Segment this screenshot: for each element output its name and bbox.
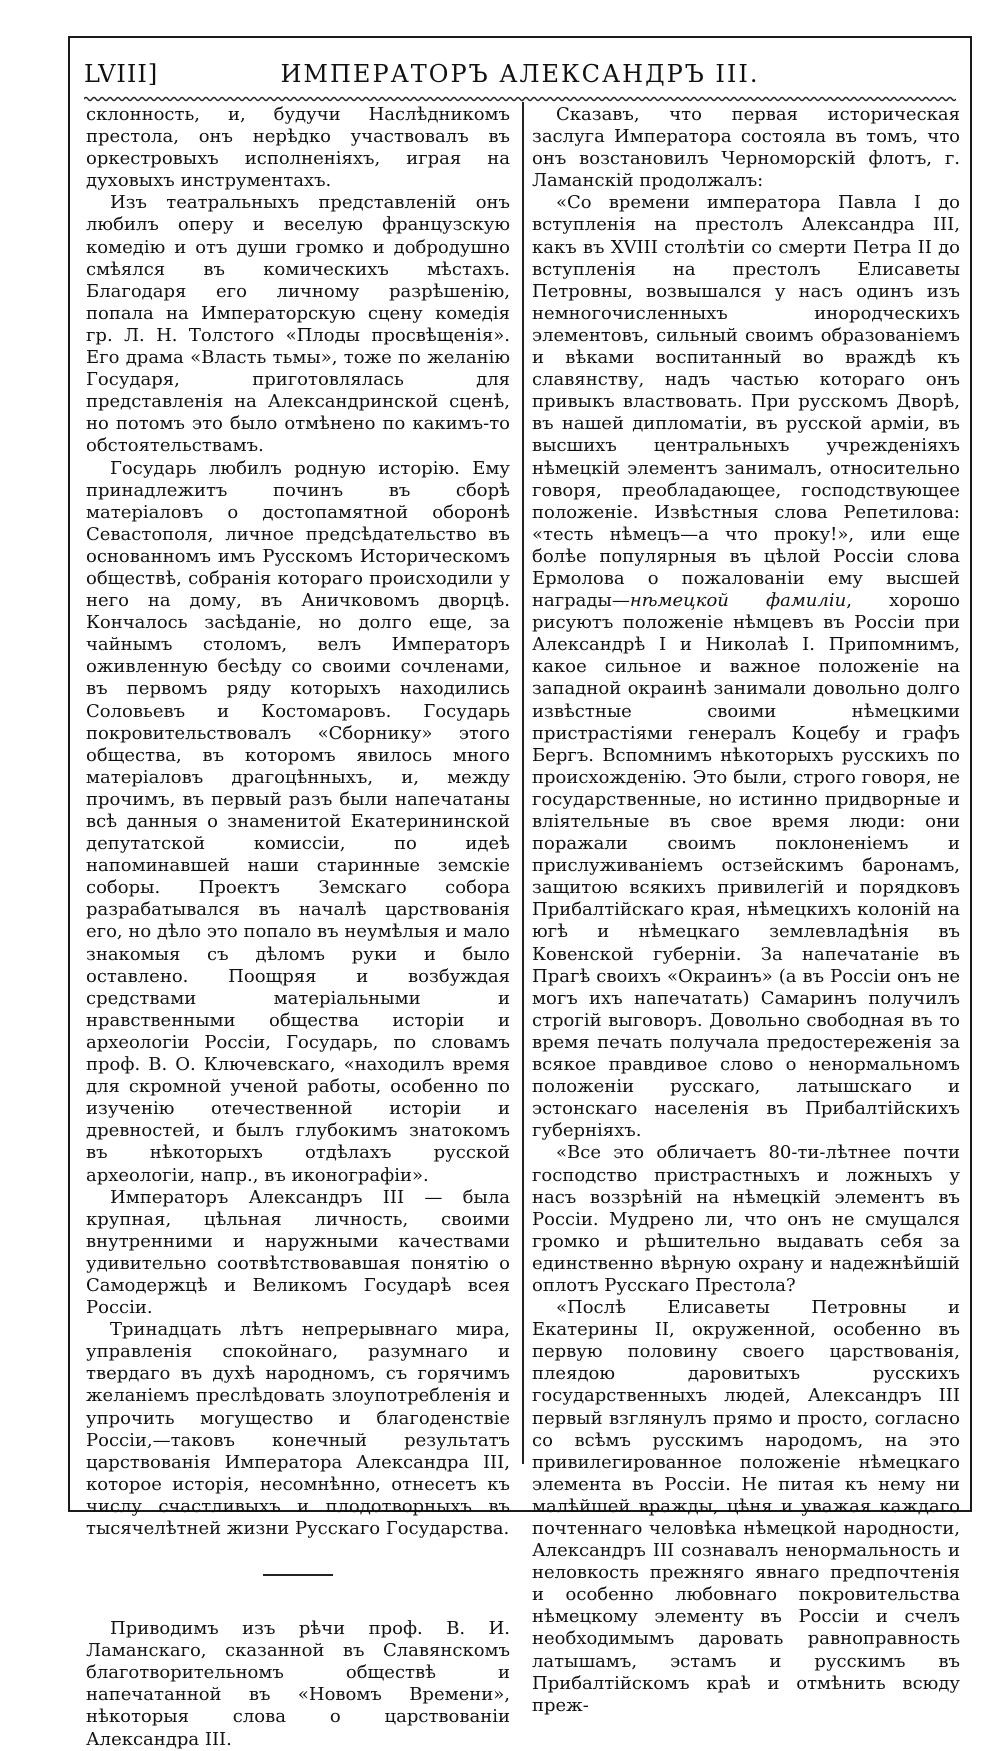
text-run: «Со времени императора Павла I до вступленія на престолъ Александра III, какъ въ XVIII столѣтіи со смерти Петра II до вступленія на престолъ Елисаветы Петровны, возвышался у насъ одинъ изъ немногочисленныхъ инородческихъ элементовъ, сильный своимъ образованіемъ и вѣками воспитанный во враждѣ къ славянству, надъ частью котораго онъ привыкъ властвовать. При русскомъ Дворѣ, въ нашей дипломатіи, въ русской арміи, въ высшихъ центральныхъ учрежденіяхъ нѣмецкій элементъ занималъ, относительно говоря, преобладающее, господствующее положеніе. Извѣстныя слова Репетилова: «тесть нѣмецъ—а что проку!», или еще болѣе популярныя въ цѣлой Россіи слова Ермолова о пожалованіи ему высшей награды— xyxy=(532,192,960,612)
paragraph: Государь любилъ родную исторію. Ему принадлежитъ починъ въ сборѣ матеріаловъ о достопамятной оборонѣ Севастополя, личное предсѣдательство въ основанномъ имъ Русскомъ Историческомъ обществѣ, собранія котораго происходили у него на дому, въ Аничковомъ дворцѣ. Кончалось засѣданіе, но долго еще, за чайнымъ столомъ, велъ Императоръ оживленную бесѣду со своими сочленами, въ первомъ ряду которыхъ находились Соловьевъ и Костомаровъ. Государь покровительствовалъ «Сборнику» этого общества, въ которомъ явилось много матеріаловъ драгоцѣнныхъ, и, между прочимъ, въ первый разъ были напечатаны всѣ данныя о знаменитой Екатерининской депутатской комиссіи, по идеѣ напоминавшей наши старинные земскіе соборы. Проектъ Земскаго собора разрабатывался въ началѣ царствованія его, но дѣло это попало въ неумѣлыя и мало знакомыя съ дѣломъ руки и было оставлено. Поощряя и возбуждая средствами матеріальными и нравственными общества исторіи и археологіи Россіи, Государь, по словамъ проф. В. О. Ключевскаго, «находилъ время для скромной ученой работы, особенно по изученію отечественной исторіи и древностей, и былъ глубокимъ знатокомъ въ нѣкоторыхъ отдѣлахъ русской археологіи, напр., въ иконографіи». xyxy=(86,457,510,1186)
column-divider xyxy=(522,102,524,1464)
italic-phrase: нѣмецкой фамиліи xyxy=(629,590,847,612)
left-column xyxy=(86,104,510,1751)
paragraph: Изъ театральныхъ представленій онъ любилъ оперу и веселую французскую комедію и отъ души громко и добродушно смѣялся въ комическихъ мѣстахъ. Благодаря его личному разрѣшенію, попала на Императорскую сцену комедія гр. Л. Н. Толстого «Плоды просвѣщенія». Его драма «Власть тьмы», тоже по желанію Государя, приготовлялась для представленія на Александринской сценѣ, но потомъ это было отмѣнено по какимъ-то обстоятельствамъ. xyxy=(86,192,510,457)
paragraph: склонность, и, будучи Наслѣдникомъ престола, онъ нерѣдко участвовалъ въ оркестровыхъ исполненіяхъ, играя на духовыхъ инструментахъ. xyxy=(86,104,510,192)
right-column xyxy=(532,104,960,1717)
paragraph: «Послѣ Елисаветы Петровны и Екатерины II, окруженной, особенно въ первую половину своего царствованія, плеядою даровитыхъ русскихъ государственныхъ людей, Александръ III первый взглянулъ прямо и просто, согласно со всѣмъ русскимъ народомъ, на это привилегированное положеніе нѣмецкаго элемента въ Россіи. Не питая къ нему ни малѣйшей вражды, цѣня и уважая каждаго почтеннаго человѣка нѣмецкой народности, Александръ III сознавалъ ненормальность и неловкость прежняго явнаго предпочтенія и особенно любовнаго покровительства нѣмецкому элементу въ Россіи и счелъ необходимымъ даровать равноправность латышамъ, эстамъ и русскимъ въ Прибалтійскомъ краѣ и отмѣнить всюду преж- xyxy=(532,1297,960,1716)
paragraph: Тринадцать лѣтъ непрерывнаго мира, управленія спокойнаго, разумнаго и твердаго въ духѣ народномъ, съ горячимъ желаніемъ преслѣдовать злоупотребленія и упрочить могущество и благоденствіе Россіи,—таковъ конечный результатъ царствованія Императора Александра III, которое исторія, несомнѣнно, отнесетъ къ числу счастливыхъ и плодотворныхъ въ тысячелѣтней жизни Русскаго Государства. xyxy=(86,1319,510,1539)
wavy-rule-divider xyxy=(84,94,956,104)
paragraph: Сказавъ, что первая историческая заслуга Императора состояла въ томъ, что онъ возстановилъ Черноморскій флотъ, г. Ламанскій продолжалъ: xyxy=(532,104,960,192)
page-number: LVIII] xyxy=(84,60,159,88)
paragraph: «Все это обличаетъ 80-ти-лѣтнее почти господство пристрастныхъ и ложныхъ у насъ воззрѣній на нѣмецкій элементъ въ Россіи. Мудрено ли, что онъ не смущался громко и рѣшительно выдавать себя за единственно вѣрную охрану и надежнѣйшій оплотъ Русскаго Престола? xyxy=(532,1142,960,1296)
paragraph xyxy=(532,192,960,1142)
page-header xyxy=(84,58,956,94)
paragraph: Приводимъ изъ рѣчи проф. В. И. Ламанскаго, сказанной въ Славянскомъ благотворительномъ обществѣ и напечатанной въ «Новомъ Времени», нѣкоторыя слова о царствованіи Александра III. xyxy=(86,1618,510,1750)
section-separator xyxy=(263,1574,333,1576)
text-run: , хорошо рисуютъ положеніе нѣмцевъ въ Россіи при Александрѣ I и Николаѣ I. Припомнимъ, какое сильное и важное положеніе на западной окраинѣ занимали довольно долго извѣстные своими нѣмецкими пристрастіями генералъ Коцебу и графъ Бергъ. Вспомнимъ нѣкоторыхъ русскихъ по происхожденію. Это были, строго говоря, не государственные, но истинно придворные и вліятельные въ свое время люди: они поражали своимъ поклоненіемъ и прислуживаніемъ остзейскимъ баронамъ, защитою всякихъ привилегій и порядковъ Прибалтійскаго края, нѣмецкихъ колоній на югѣ и нѣмецкаго землевладѣнія въ Ковенской губерніи. За напечатаніе въ Прагѣ своихъ «Окраинъ» (а въ Россіи онъ не могъ ихъ напечатать) Самаринъ получилъ строгій выговоръ. Довольно свободная въ то время печать получала предостереженія за всякое правдивое слово о ненормальномъ положеніи русскаго, латышскаго и эстонскаго населенія въ Прибалтійскихъ губерніяхъ. xyxy=(532,590,960,1142)
running-title: ИМПЕРАТОРЪ АЛЕКСАНДРЪ III. xyxy=(280,60,760,88)
paragraph: Императоръ Александръ III — была крупная, цѣльная личность, своими внутренними и наружными качествами удивительно соотвѣтствовавшая понятію о Самодержцѣ и Великомъ Государѣ всея Россіи. xyxy=(86,1186,510,1319)
